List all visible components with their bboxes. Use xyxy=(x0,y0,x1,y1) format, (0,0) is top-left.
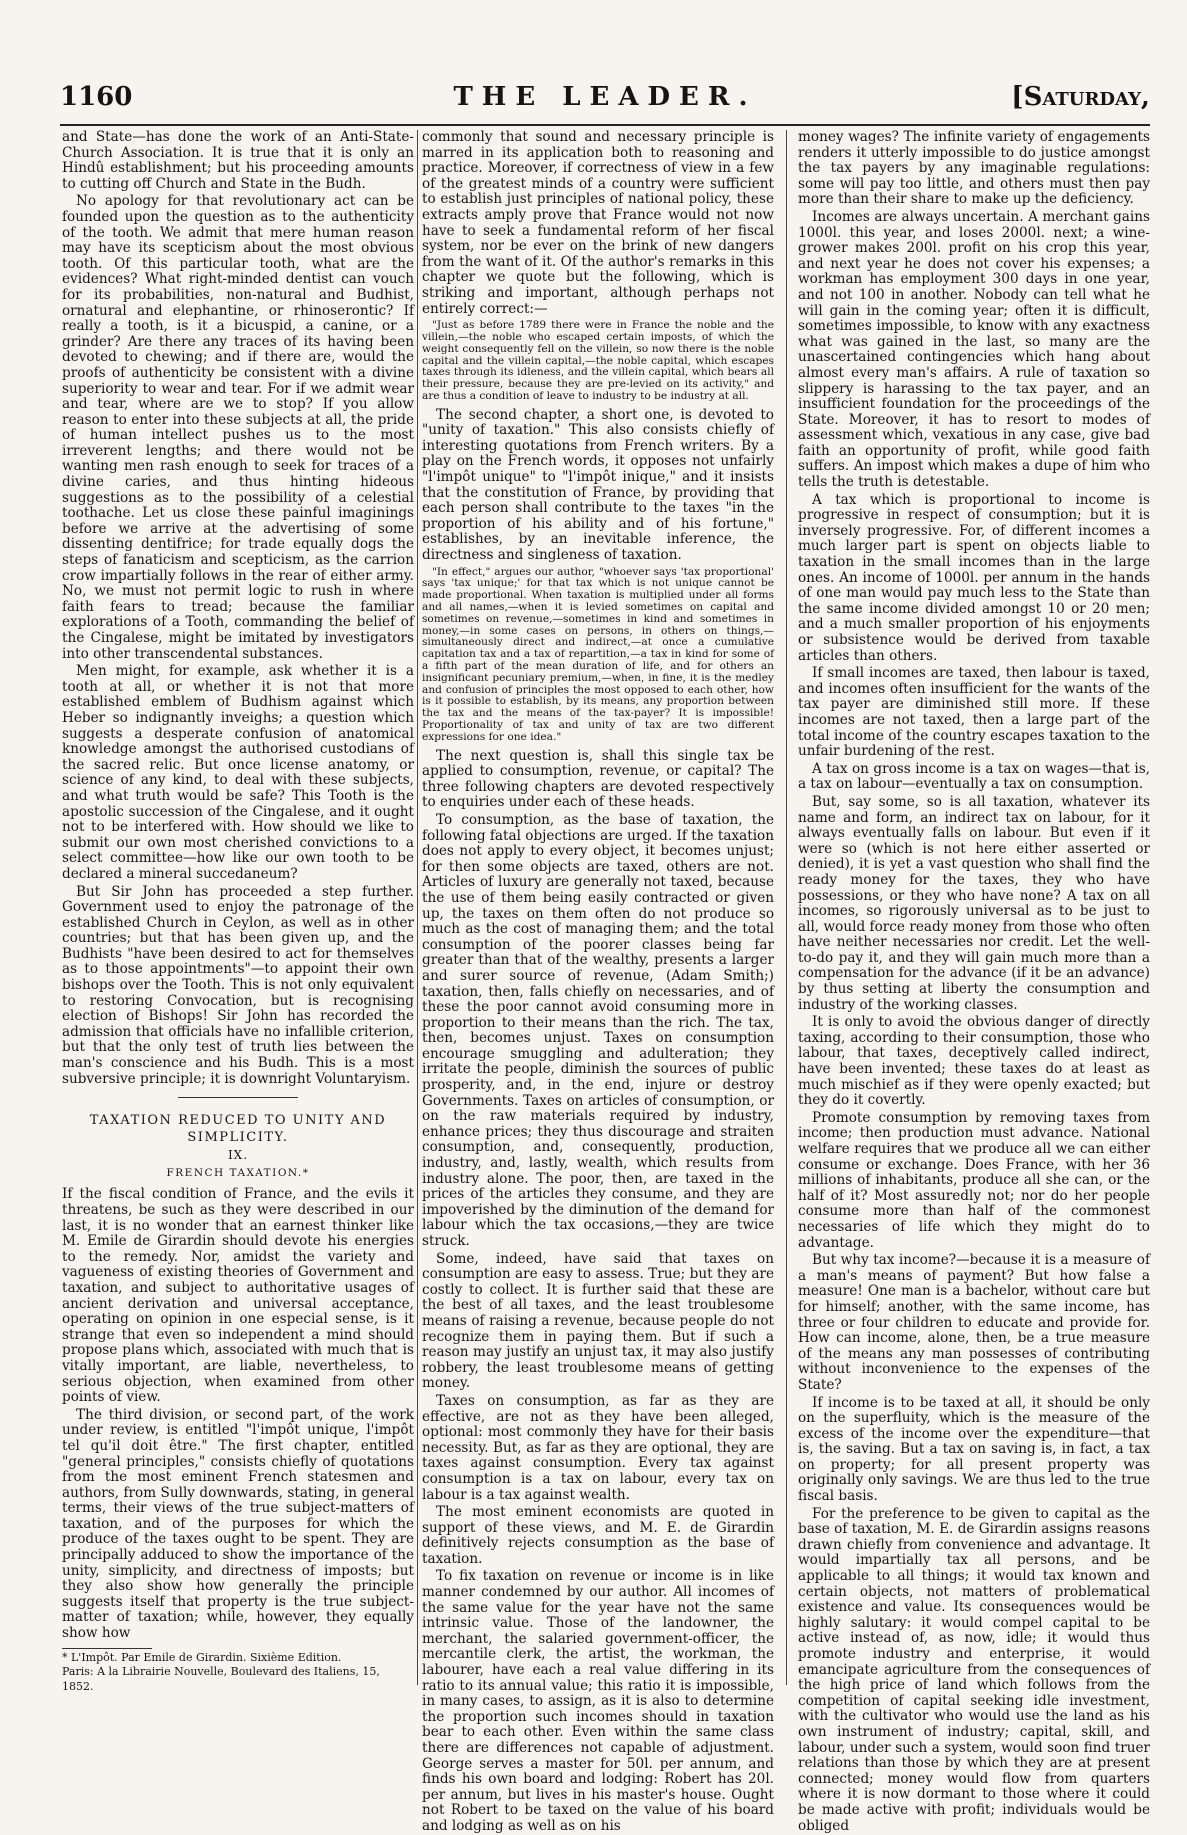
paragraph: If the fiscal condition of France, and the evils it threatens, be such as they were described in our last, it is no wonder that an earnest thinker like M. Emile de Girardin should devote his energies to the remedy. Nor, amidst the variety and vagueness of existing theories of Government and taxation, and subject to authoritative usages of ancient derivation and universal acceptance, operating on opinion in one especial sense, is it strange that even so independent a mind should propose plans which, associated with much that is vitally important, are liable, nevertheless, to serious objection, when examined from other points of view. xyxy=(62,1186,414,1406)
paragraph: Promote consumption by removing taxes from income; then production must advance. National welfare requires that we produce all we can either consume or exchange. Does France, with her 36 millions of inhabitants, produce all she can, or the half of it? Most assuredly not; nor do her people consume more than half of the commonest necessaries of life which they might do to advantage. xyxy=(798,1109,1150,1251)
paragraph: It is only to avoid the obvious danger of directly taxing, according to their consumption, those who labour, that taxes, deceptively called indirect, have been invented; these taxes do at least as much mischief as if they were openly exacted; but they do it covertly. xyxy=(798,1014,1150,1109)
block-quote: "Just as before 1789 there were in France the noble and the villein,—the noble who escaped certain imposts, of which the weight consequently fell on the villein, so now there is the noble capital and the villein capital,—the noble capital, which escapes taxes through its idleness, and the villein capital, which bears all their pressure, because they are pre-levied on its activity," and are thus a condition of leave to industry to be industry at all. xyxy=(422,319,774,402)
footnote-rule xyxy=(62,1648,152,1649)
footnote-line: 1852. xyxy=(62,1679,94,1693)
paragraph: The second chapter, a short one, is devoted to "unity of taxation." This also consists chiefly of interesting quotations from French writers. By a play on the French words, it opposes not unfairly "l'impôt unique" to "l'impôt inique," and it insists that the constitution of France, by providing that each person shall contribute to the taxes "in the proportion of his ability and of his fortune," establishes, by an inevitable inference, the directness and singleness of taxation. xyxy=(422,406,774,564)
paragraph: The next question is, shall this single tax be applied to consumption, revenue, or capital? The three following chapters are devoted respectively to enquiries under each of these heads. xyxy=(422,747,774,811)
paragraph: Men might, for example, ask whether it is a tooth at all, or whether it is not that more established emblem of Budhism against which Heber so indignantly inveighs; a question which suggests a desperate confusion of anatomical knowledge amongst the authorised custodians of the sacred relic. But once license anatomy, or science of any kind, to deal with these subjects, and what truth would be safe? This Tooth is the apostolic succession of the Cingalese, and it ought not to be interfered with. How should we like to submit our own most cherished convictions to a select committee—how like our own tooth to be declared a mineral succedaneum? xyxy=(62,663,414,882)
paragraph: Taxes on consumption, as far as they are effective, are not as they have been alleged, optional: most commonly they have for their basis necessity. But, as far as they are optional, they are taxes against consumption. Every tax against consumption is a tax on labour, every tax on labour is a tax against wealth. xyxy=(422,1392,774,1503)
paragraph: No apology for that revolutionary act can be founded upon the question as to the authenticity of the tooth. We admit that mere human reason may have its scepticism about the most obvious tooth. Of this particular tooth, what are the evidences? What right-minded dentist can vouch for its probabilities, non-natural and Budhist, ornatural and elephantine, or rhinoserontic? If really a tooth, is it a bicuspid, a canine, or a grinder? Are there any traces of its having been devoted to chewing; and if there are, would the proofs of authenticity be consistent with a divine superiority to wear and tear. For if we admit wear and tear, where are we to stop? If you allow reason to enter into these subjects at all, the pride of human intellect pushes us to the most irreverent lengths; and there would not be wanting men rash enough to seek for traces of a divine caries, and thus hinting hideous suggestions as to the possibility of a celestial toothache. Let us close these painful imaginings before we arrive at the advertising of some dissenting dentifrice; for trade equally dogs the steps of fanaticism and scepticism, as the carrion crow impartially follows in the rear of either army. No, we must not permit logic to rush in where faith fears to tread; because the familiar explorations of a Tooth, commanding the belief of the Cingalese, might be imitated by investigators into other transcendental substances. xyxy=(62,193,414,662)
paragraph: But, say some, so is all taxation, whatever its name and form, an indirect tax on labour, for it always eventually falls on labour. But even if it were so (which is not here either asserted or denied), it is yet a vast question who shall find the ready money for the taxes, they who have possessions, or they who have none? A tax on all incomes, so rigorously universal as to be just to all, would force ready money from those who often have neither necessaries nor credit. Let the well-to-do pay it, and they will gain much more than a compensation for the advance (if it be an advance) by thus setting at liberty the consumption and industry of the working classes. xyxy=(798,793,1150,1013)
paragraph: If income is to be taxed at all, it should be only on the superfluity, which is the measure of the excess of the income over the expenditure—that is, the saving. But a tax on saving is, in fact, a tax on property; for all present property was originally only savings. We are thus led to the true fiscal basis. xyxy=(798,1394,1150,1505)
column-2 xyxy=(422,129,774,1834)
paragraph: To fix taxation on revenue or income is in like manner condemned by our author. All incomes of the same value for the year have not the same intrinsic value. Those of the landowner, the merchant, the salaried government-officer, the mercantile clerk, the artist, the workman, the labourer, have each a real value differing in its ratio to its annual value; this ratio it is impossible, in many cases, to assign, as it is also to determine the proportion such incomes should in taxation bear to each other. Even within the same class there are differences not capable of adjustment. George serves a master for 50l. per annum, and finds his own board and lodging: Robert has 20l. per annum, but lives in his master's house. Ought not Robert to be taxed on the value of his board and lodging as well as on his xyxy=(422,1568,774,1834)
paragraph: Incomes are always uncertain. A merchant gains 1000l. this year, and loses 2000l. next; a wine-grower makes 200l. profit on his crop this year, and next year he does not cover his expenses; a workman has employment 300 days in one year, and not 100 in another. Nobody can tell what he will gain in the coming year; often it is difficult, sometimes impossible, to know with any exactness what was gained in the last, so many are the unascertained contingencies which hang about almost every man's affairs. A rule of taxation so slippery is harassing to the tax payer, and an insufficient foundation for the proceedings of the State. Moreover, it has to resort to modes of assessment which, vexatious in any case, give bad faith an opportunity of profit, while good faith suffers. An impost which makes a dupe of him who tells the truth is detestable. xyxy=(798,208,1150,491)
block-quote: "In effect," argues our author, "whoever says 'tax proportional' says 'tax unique;' for that tax which is not unique cannot be made proportional. When taxation is multiplied under all forms and all names,—when it is levied sometimes on capital and sometimes on revenue,—sometimes in kind and sometimes in money,—in some cases on persons, in others on things,—simultaneously direct and indirect,—at once a cumulative capitation tax and a tax of repartition,—a tax in kind for some of a fifth part of the mean duration of life, and for others an insignificant pecuniary premium,—when, in fine, it is the medley and confusion of principles the most opposed to each other, how is it possible to establish, by its means, any proportion between the tax and the means of the tax-payer? It is impossible! Proportionality of tax and unity of tax are two different expressions for one idea." xyxy=(422,565,774,743)
paragraph: Some, indeed, have said that taxes on consumption are easy to assess. True; but they are costly to collect. It is further said that these are the best of all taxes, and the least troublesome means of raising a revenue, because people do not recognize them in paying them. But if such a reason may justify an unjust tax, it may also justify robbery, the least troublesome means of getting money. xyxy=(422,1250,774,1392)
section-rule xyxy=(178,1097,298,1098)
paragraph: To consumption, as the base of taxation, the following fatal objections are urged. If the taxation does not apply to every object, it becomes unjust; for then some objects are taxed, others are not. Articles of luxury are generally not taxed, because the use of them being easily contracted or given up, the taxes on them often do not produce so much as the cost of managing them; and the total consumption of the poorer classes being far greater than that of the wealthy, presents a larger and surer source of revenue, (Adam Smith;) taxation, then, falls chiefly on necessaries, and of these the poor cannot avoid consuming more in proportion to their means than the rich. The tax, then, becomes unjust. Taxes on consumption encourage smuggling and adulteration; they irritate the people, diminish the sources of public prosperity, and, in the end, injure or destroy Governments. Taxes on articles of consumption, or on the raw materials required by industry, enhance prices; they thus discourage and straiten consumption, and, consequently, production, industry, and, lastly, wealth, which results from industry alone. The poor, then, are taxed in the prices of the articles they consume, and they are impoverished by the diminution of the demand for labour which the tax occasions,—they are twice struck. xyxy=(422,811,774,1249)
paragraph: But Sir John has proceeded a step further. Government used to enjoy the patronage of the established Church in Ceylon, as well as in other countries; but that has been given up, and the Budhists "have been desired to act for themselves as to those appointments"—to appoint their own bishops over the Tooth. This is not only equivalent to restoring Convocation, but is recognising election of Bishops! Sir John has recorded the admission that officials have no infallible criterion, but that the only test of truth lies between the man's conscience and his Budh. This is a most subversive principle; it is downright Voluntaryism. xyxy=(62,883,414,1087)
footnote-line: Paris: A la Librairie Nouvelle, Boulevard des Italiens, 15, xyxy=(62,1665,380,1679)
article-subheading: FRENCH TAXATION.* xyxy=(166,1166,310,1179)
footnote-line: * L'Impôt. Par Emile de Girardin. Sixième Edition. xyxy=(62,1650,342,1664)
column-3 xyxy=(798,129,1150,1834)
page-number: 1160 xyxy=(60,82,133,112)
header-day: [Saturday, xyxy=(1011,82,1150,112)
masthead-title: THE LEADER. xyxy=(453,82,757,112)
column-divider-1 xyxy=(417,130,418,1685)
paragraph: For the preference to be given to capital as the base of taxation, M. E. de Girardin assigns reasons drawn chiefly from convenience and advantage. It would impartially tax all persons, and be applicable to all things; it would tax known and certain objects, not matters of problematical existence and value. Its consequences would be highly salutary: it would compel capital to be active instead of, as now, idle; it would thus promote industry and enterprise, it would emancipate agriculture from the consequences of the high price of land which follows from the competition of capital seeking idle investment, with the cultivator who would use the land as his own instrument of industry; capital, skill, and labour, under such a system, would soon find truer relations than those by which they are at present connected; money would flow from quarters where it is now dormant to those where it could be made active with profit; individuals would be obliged xyxy=(798,1505,1150,1834)
paragraph: But why tax income?—because it is a measure of a man's means of payment? But how false a measure! One man is a bachelor, without care but for himself; another, with the same income, has three or four children to educate and provide for. How can income, alone, then, be a true measure of the means any man possesses of contributing without inconvenience to the expenses of the State? xyxy=(798,1252,1150,1393)
column-divider-2 xyxy=(786,130,787,1685)
paragraph: money wages? The infinite variety of engagements renders it utterly impossible to do justice amongst the tax payers by any imaginable regulations: some will pay too little, and others must then pay more than their share to make up the deficiency. xyxy=(798,129,1150,208)
article-number: IX. xyxy=(227,1148,249,1163)
paragraph: commonly that sound and necessary principle is marred in its application both to reasoning and practice. Moreover, if correctness of view in a few of the greatest minds of a country were sufficient to establish just principles of national policy, these extracts amply prove that France would not now have to seek a fundamental reform of her fiscal system, nor be ever on the brink of new dangers from the want of it. Of the author's remarks in this chapter we quote but the following, which is striking and important, although perhaps not entirely correct:— xyxy=(422,129,774,317)
paragraph: The third division, or second part, of the work under review, is entitled "l'impôt unique, l'impôt tel qu'il doit être." The first chapter, entitled "general principles," consists chiefly of quotations from the most eminent French statesmen and authors, from Sully downwards, stating, in general terms, their views of the true subject-matters of taxation, and of the purposes for which the produce of the taxes ought to be spent. They are principally adduced to show the importance of the unity, simplicity, and directness of imposts; but they also show how generally the principle suggests itself that property is the true subject-matter of taxation; while, however, they equally show how xyxy=(62,1406,414,1642)
paragraph: A tax on gross income is a tax on wages—that is, a tax on labour—eventually a tax on consumption. xyxy=(798,760,1150,793)
paragraph: The most eminent economists are quoted in support of these views, and M. E. de Girardin definitively rejects consumption as the base of taxation. xyxy=(422,1504,774,1567)
article-heading: TAXATION REDUCED TO UNITY AND SIMPLICITY. xyxy=(89,1113,387,1146)
paragraph: and State—has done the work of an Anti-State-Church Association. It is true that it is only an Hindû establishment; but his proceeding amounts to cutting off Church and State in the Budh. xyxy=(62,129,414,192)
column-1 xyxy=(62,129,414,1693)
paragraph: If small incomes are taxed, then labour is taxed, and incomes often insufficient for the wants of the tax payer are diminished still more. If these incomes are not taxed, then a large part of the total income of the country escapes taxation to the unfair burdening of the rest. xyxy=(798,665,1150,760)
page-header xyxy=(60,82,1150,116)
header-rule xyxy=(60,124,1150,126)
paragraph: A tax which is proportional to income is progressive in respect of consumption; but it is inversely progressive. For, of different incomes a much larger part is spent on objects liable to taxation in the small incomes than in the large ones. An income of 1000l. per annum in the hands of one man would pay much less to the State than the same income divided amongst 10 or 20 men; and a much smaller proportion of his enjoyments or subsistence would be derived from taxable articles than others. xyxy=(798,491,1150,664)
